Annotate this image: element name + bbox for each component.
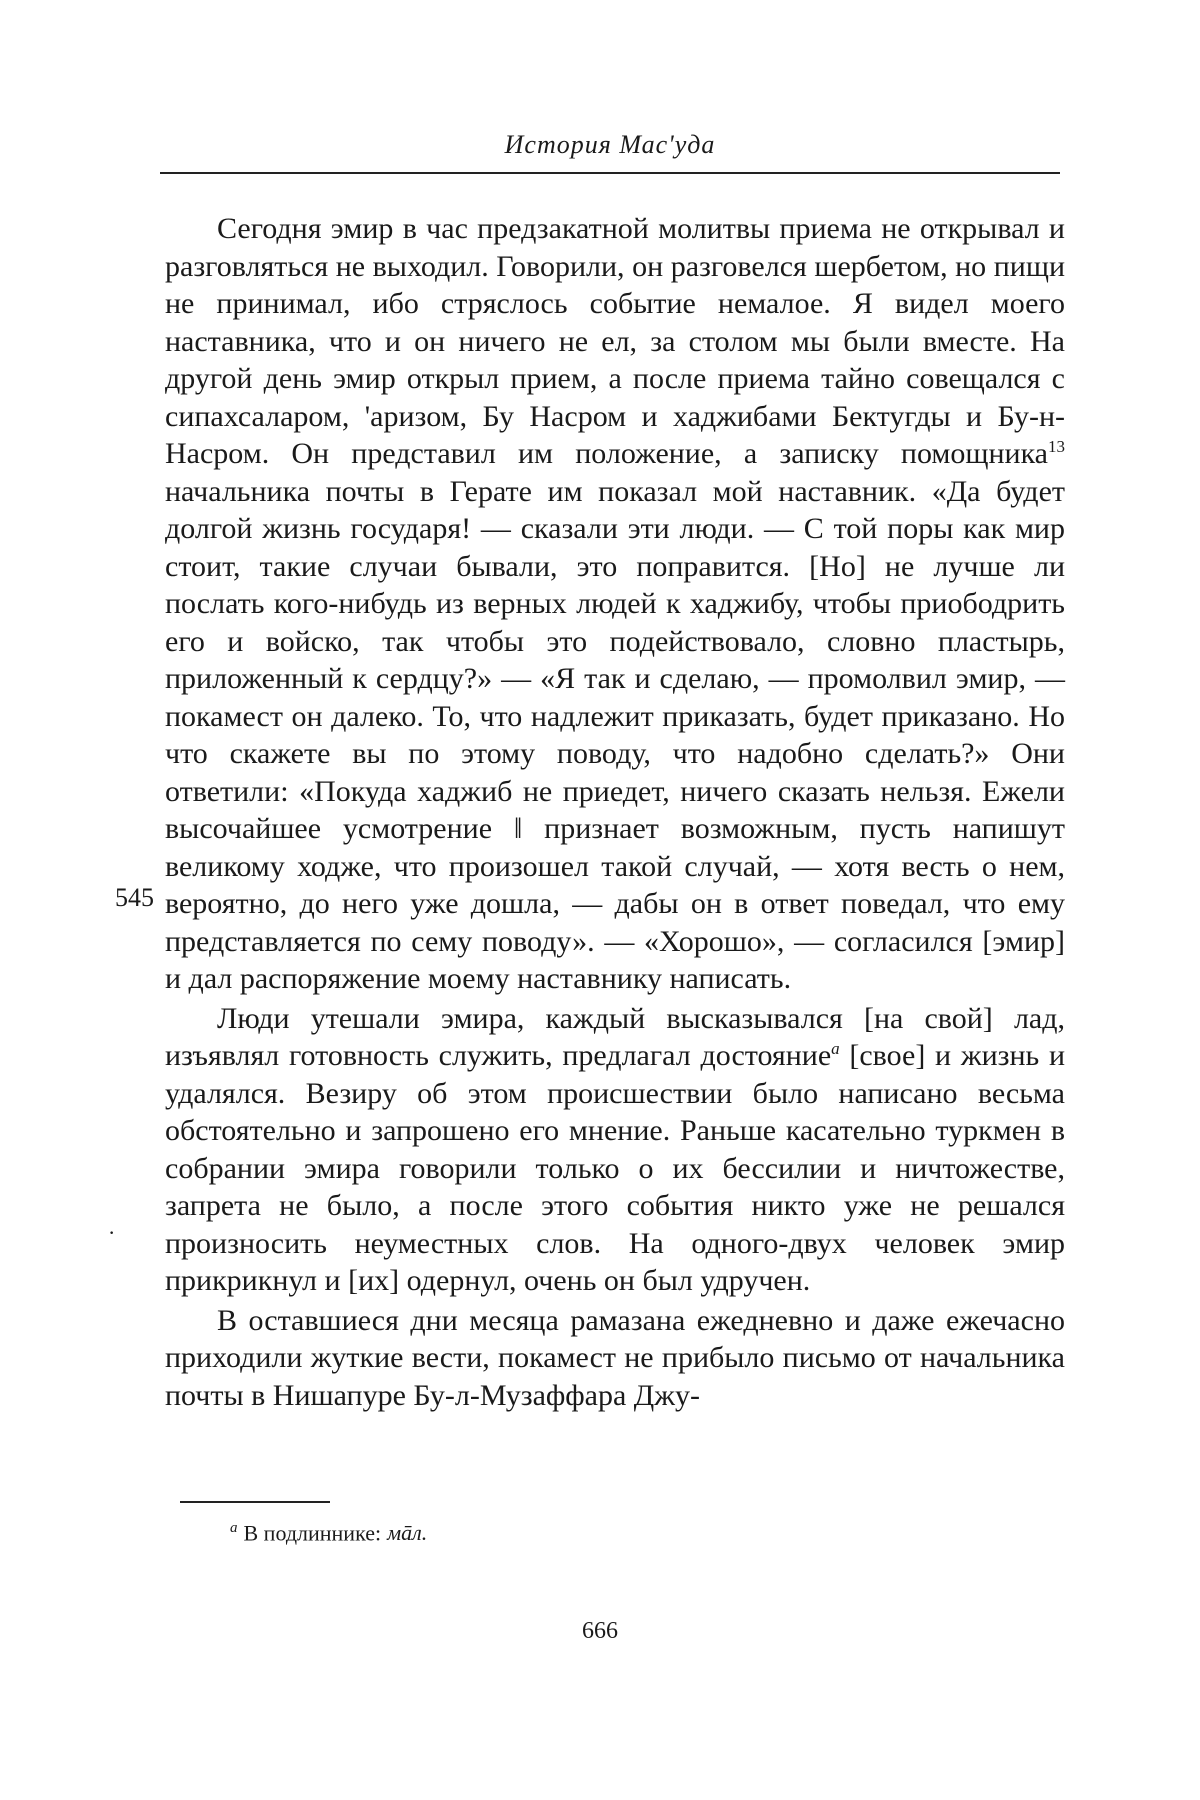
footnote-text: В подлиннике: [243,1520,382,1546]
paragraph-text: начальника почты в Герате им показал мой наставник. «Да будет долгой жизнь государя! — сказали эти люди. — С той поры как мир стоит, такие случаи бывали, это поправится. [Но] не лучше ли послать кого-нибудь из верных людей к хаджибу, чтобы приободрить его и войско, так чтобы это подействовало, словно пластырь, приложенный к сердцу?» — «Я так и сделаю, — промолвил эмир, — покамест он далеко. То, что надлежит приказать, будет приказано. Но что скажете вы по этому поводу, что надобно сделать?» Они ответили: «Покуда хаджиб не приедет, ничего сказать нельзя. Ежели высочайшее усмотрение ‖ признает возможным, пусть напишут великому ходже, что произошел такой случай, — хотя весть о нем, вероятно, до него уже дошла, — дабы он в ответ поведал, что ему представляется по сему поводу». — «Хорошо», — согласился [эмир] и дал распоряжение моему наставнику написать. [165,474,1065,995]
header-rule [160,172,1060,174]
footnote-reference: 13 [1048,437,1065,456]
paragraph [165,1000,1065,1300]
footnote-term: мāл. [387,1520,428,1546]
running-title: История Мас'уда [504,130,716,159]
paragraph-text: [свое] и жизнь и удалялся. Везиру об этом происшествии было написано весьма обстоятельно и запрошено его мнение. Раньше касательно туркмен в собрании эмира говорили только о их бессилии и ничтожестве, запрета не было, а после этого события никто уже не решался произносить неуместных слов. На одного-двух человек эмир прикрикнул и [их] одернул, очень он был удручен. [165,1039,1065,1297]
footnote [230,1520,427,1546]
paragraph-text: Люди утешали эмира, каждый высказывался [на свой] лад, изъявлял готовность служить, предлагал достояние [165,1001,1065,1072]
footnote-rule [180,1501,330,1503]
paragraph [165,1302,1065,1415]
margin-page-reference: 545 [115,883,154,912]
paragraph-text: В оставшиеся дни месяца рамазана ежедневно и даже ежечасно приходили жуткие вести, покамест не прибыло письмо от начальника почты в Нишапуре Бу-л-Музаффара Джу- [165,1303,1065,1412]
footnote-mark: a [230,1520,238,1536]
page-number: 666 [582,1618,618,1644]
paragraph-text: Сегодня эмир в час предзакатной молитвы приема не открывал и разговляться не выходил. Говорили, он разговелся шербетом, но пищи не принимал, ибо стряслось событие немалое. Я видел моего наставника, что и он ничего не ел, за столом мы были вместе. На другой день эмир открыл прием, а после приема тайно совещался с сипахсаларом, 'аризом, Бу Насром и хаджибами Бектугды и Бу-н-Насром. Он представил им положение, а записку помощника [165,212,1065,470]
body-text [165,210,1065,1414]
margin-bullet: · [108,1220,116,1245]
footnote-reference: a [831,1039,840,1058]
paragraph [165,210,1065,998]
